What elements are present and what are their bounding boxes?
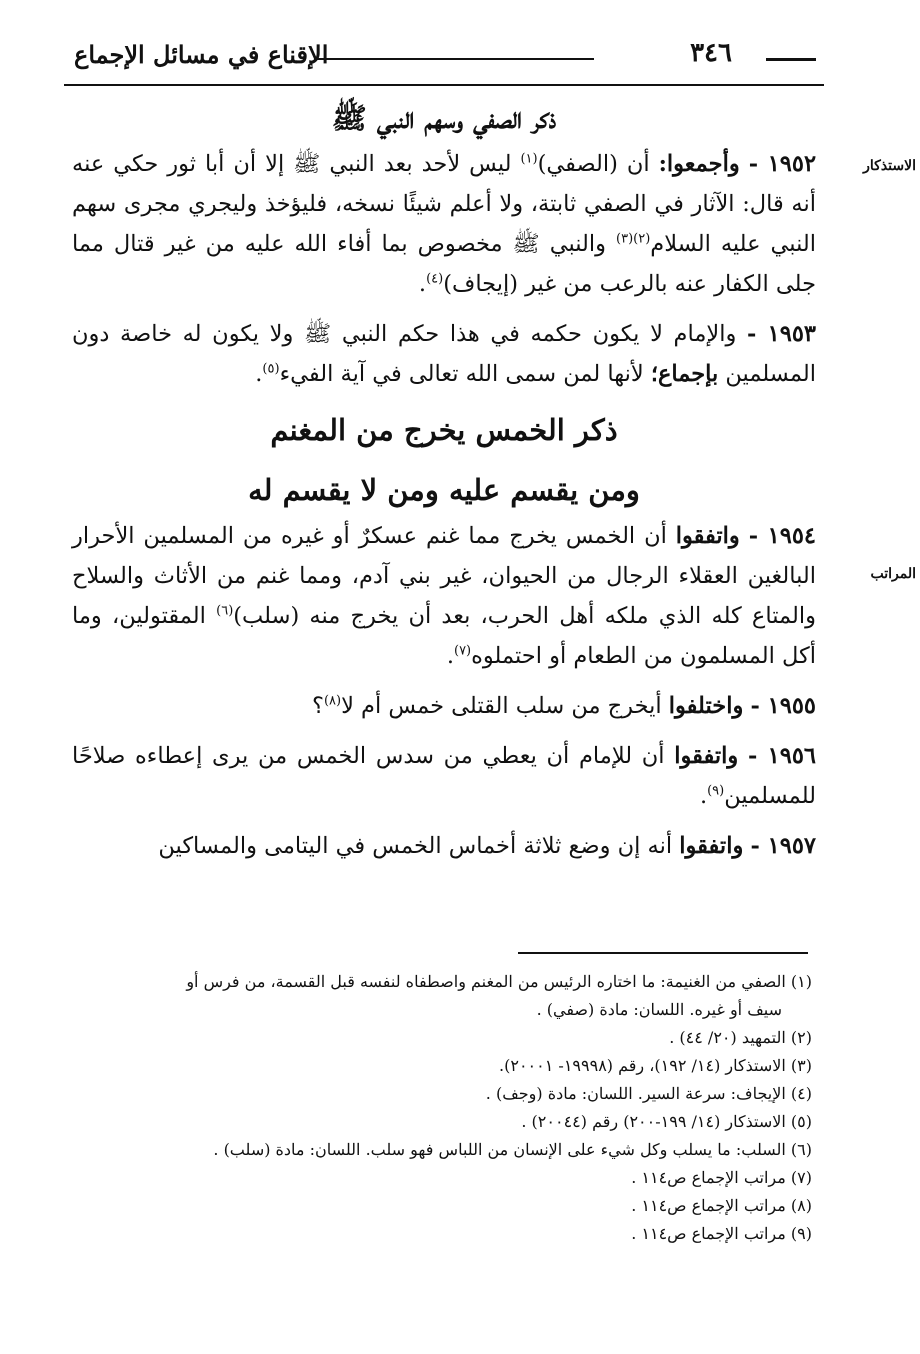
margin-note-maratib: المراتب xyxy=(870,566,916,582)
text: أيخرج من سلب القتلى خمس أم لا xyxy=(341,693,669,719)
paragraph-number: ١٩٥٤ - xyxy=(748,523,817,549)
page-number: ٣٤٦ xyxy=(690,38,732,68)
footnote-ref: (٤) xyxy=(426,271,444,287)
text: والإمام لا يكون حكمه في هذا حكم النبي ﷺ ولا يكون له خاصة دون المسلمين xyxy=(72,321,816,387)
paragraph-1957 xyxy=(72,826,816,866)
text: لأنها لمن سمى الله تعالى في آية الفيء xyxy=(279,361,651,387)
paragraph-1955 xyxy=(72,686,816,726)
footnote-5: (٥) الاستذكار (١٤/ ١٩٩-٢٠٠) رقم (٢٠٠٤٤) . xyxy=(521,1112,812,1131)
section-heading-safi: ذكر الصفي وسهم النبي ﷺ xyxy=(331,101,557,135)
paragraph-1956 xyxy=(72,736,816,816)
footnote-ref: (٦) xyxy=(216,603,234,619)
main-text xyxy=(72,92,816,876)
keyword: واتفقوا xyxy=(679,833,744,859)
footnote-4: (٤) الإيجاف: سرعة السير. اللسان: مادة (وجف) . xyxy=(485,1084,812,1103)
footnote-1: (١) الصفي من الغنيمة: ما اختاره الرئيس من المغنم واصطفاه لنفسه قبل القسمة، من فرس أو xyxy=(186,972,812,991)
footnote-7: (٧) مراتب الإجماع ص١١٤ . xyxy=(631,1168,812,1187)
footnote-ref: (٩) xyxy=(707,783,725,799)
paragraph-1953 xyxy=(72,314,816,394)
footnote-1-cont: سيف أو غيره. اللسان: مادة (صفي) . xyxy=(536,1000,782,1019)
footnotes xyxy=(64,968,812,1248)
book-title: الإقناع في مسائل الإجماع xyxy=(74,40,329,69)
text: أن الخمس يخرج مما غنم عسكرٌ أو غيره من المسلمين الأحرار البالغين العقلاء الرجال من الحيوان، غير بني آدم، ومما غنم من الأثاث والسلاح والمتاع كله الذي ملكه أهل الحرب، بعد أن يخرج منه (سلب) xyxy=(72,523,816,629)
keyword: واتفقوا xyxy=(674,743,739,769)
footnote-ref: (٥) xyxy=(262,361,280,377)
text: أن للإمام أن يعطي من سدس الخمس من يرى إعطاءه صلاحًا للمسلمين xyxy=(72,743,816,809)
footnote-6: (٦) السلب: ما يسلب وكل شيء على الإنسان من اللباس فهو سلب. اللسان: مادة (سلب) . xyxy=(213,1140,812,1159)
footnote-ref: (١) xyxy=(520,151,538,167)
text: . xyxy=(255,361,263,387)
keyword: واتفقوا xyxy=(675,523,740,549)
paragraph-1952 xyxy=(72,144,816,304)
footnote-3: (٣) الاستذكار (١٤/ ١٩٢)، رقم (١٩٩٩٨- ٢٠٠٠١). xyxy=(499,1056,812,1075)
footnote-ref: (٧) xyxy=(453,643,472,659)
paragraph-number: ١٩٥٦ - xyxy=(747,743,817,769)
paragraph-1954 xyxy=(72,516,816,676)
footnote-separator xyxy=(518,952,808,954)
keyword: بإجماع؛ xyxy=(650,361,719,387)
footnote-9: (٩) مراتب الإجماع ص١١٤ . xyxy=(631,1224,812,1243)
keyword: وأجمعوا: xyxy=(658,151,740,177)
footnote-8: (٨) مراتب الإجماع ص١١٤ . xyxy=(631,1196,812,1215)
footnote-2: (٢) التمهيد (٢٠/ ٤٤) . xyxy=(669,1028,812,1047)
paragraph-number: ١٩٥٥ - xyxy=(750,693,816,719)
text: ؟ xyxy=(311,693,324,719)
text: أن (الصفي) xyxy=(537,151,659,177)
section-subheading-khums: ومن يقسم عليه ومن لا يقسم له xyxy=(248,473,640,507)
paragraph-number: ١٩٥٢ - xyxy=(748,151,817,177)
text: المقتولين، وما أكل المسلمون من الطعام أو احتملوه xyxy=(72,603,816,669)
header-dash xyxy=(766,58,816,61)
text: والنبي ﷺ مخصوص بما أفاء الله عليه من غير قتال مما جلى الكفار عنه بالرعب من غير (إيجاف) xyxy=(72,231,816,297)
paragraph-number: ١٩٥٣ - xyxy=(746,321,816,347)
text: ليس لأحد بعد النبي ﷺ إلا أن أبا ثور حكي عنه أنه قال: الآثار في الصفي ثابتة، ولا أعلم شيئًا نسخه، فليؤخذ وليجري مجرى سهم النبي عليه السلام xyxy=(72,151,816,257)
header-rule xyxy=(314,58,594,60)
paragraph-number: ١٩٥٧ - xyxy=(750,833,816,859)
margin-note-istidhkar: الاستذكار xyxy=(863,158,916,174)
running-header xyxy=(64,36,824,86)
text: . xyxy=(446,643,454,669)
footnote-ref: (٢)(٣) xyxy=(616,231,651,247)
text: . xyxy=(418,271,427,297)
text: أنه إن وضع ثلاثة أخماس الخمس في اليتامى والمساكين xyxy=(158,833,680,859)
section-heading-khums: ذكر الخمس يخرج من المغنم xyxy=(270,413,618,447)
footnote-ref: (٨) xyxy=(323,693,342,709)
text: . xyxy=(699,783,708,809)
keyword: واختلفوا xyxy=(668,693,744,719)
